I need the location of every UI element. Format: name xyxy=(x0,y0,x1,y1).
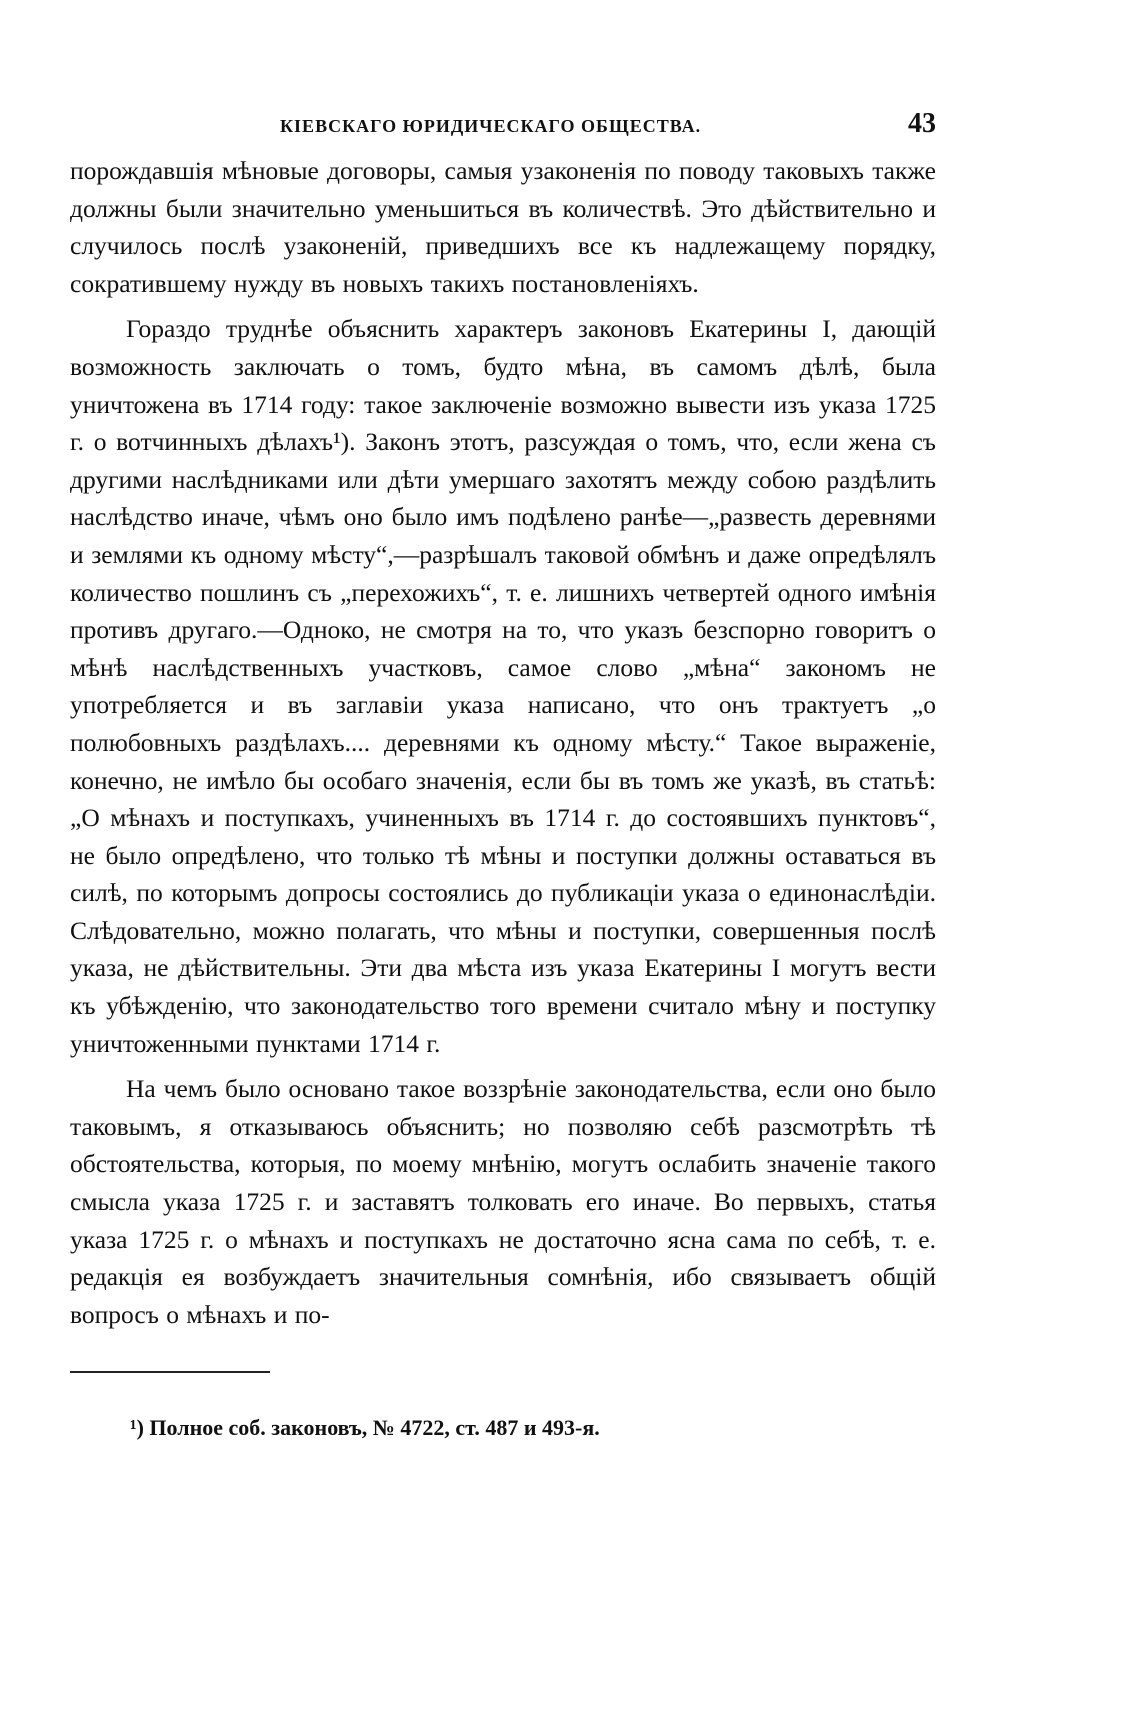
document-page xyxy=(70,100,936,1441)
paragraph-2: Гораздо труднѣе объяснить характеръ законовъ Екатерины I, дающій возможность заключать о томъ, будто мѣна, въ самомъ дѣлѣ, была уничтожена въ 1714 году: такое заключеніе возможно вывести изъ указа 1725 г. о вотчинныхъ дѣлахъ¹). Законъ этотъ, разсуждая о томъ, что, если жена съ другими наслѣдниками или дѣти умершаго захотятъ между собою раздѣлить наслѣдство иначе, чѣмъ оно было имъ подѣлено ранѣе—„развесть деревнями и землями къ одному мѣсту“,—разрѣшалъ таковой обмѣнъ и даже опредѣлялъ количество пошлинъ съ „перехожихъ“, т. е. лишнихъ четвертей одного имѣнія противъ другаго.—Одноко, не смотря на то, что указъ безспорно говоритъ о мѣнѣ наслѣдственныхъ участковъ, самое слово „мѣна“ закономъ не употребляется и въ заглавіи указа написано, что онъ трактуетъ „о полюбовныхъ раздѣлахъ.... деревнями къ одному мѣсту.“ Такое выраженіе, конечно, не имѣло бы особаго значенія, если бы въ томъ же указѣ, въ статьѣ: „О мѣнахъ и поступкахъ, учиненныхъ въ 1714 г. до состоявшихъ пунктовъ“, не было опредѣлено, что только тѣ мѣны и поступки должны оставаться въ силѣ, по которымъ допросы состоялись до публикаціи указа о единонаслѣдіи. Слѣдовательно, можно полагать, что мѣны и поступки, совершенныя послѣ указа, не дѣйствительны. Эти два мѣста изъ указа Екатерины I могутъ вести къ убѣжденію, что законодательство того времени считало мѣну и поступку уничтоженными пунктами 1714 г. xyxy=(70,314,936,1058)
paragraph-3: На чемъ было основано такое воззрѣніе законодательства, если оно было таковымъ, я отказываюсь объяснить; но позволяю себѣ разсмотрѣть тѣ обстоятельства, которыя, по моему мнѣнію, могутъ ослабить значеніе такого смысла указа 1725 г. и заставятъ толковать его иначе. Во первыхъ, статья указа 1725 г. о мѣнахъ и поступкахъ не достаточно ясна сама по себѣ, т. е. редакція ея возбуждаетъ значительныя сомнѣнія, ибо связываетъ общій вопросъ о мѣнахъ и по- xyxy=(70,1074,936,1329)
text-body xyxy=(70,152,936,1333)
running-head xyxy=(70,100,936,140)
footnote-divider xyxy=(70,1371,270,1373)
paragraph-1: порождавшія мѣновые договоры, самыя узаконенія по поводу таковыхъ также должны были значительно уменьшиться въ количествѣ. Это дѣйствительно и случилось послѣ узаконеній, приведшихъ все къ надлежащему порядку, сократившему нужду въ новыхъ такихъ постановленіяхъ. xyxy=(70,156,936,298)
footnote-1: ¹) Полное соб. законовъ, № 4722, ст. 487 и 493-я. xyxy=(130,1415,600,1441)
page-number: 43 xyxy=(908,108,936,139)
running-title: КІЕВСКАГО ЮРИДИЧЕСКАГО ОБЩЕСТВА. xyxy=(280,116,702,136)
